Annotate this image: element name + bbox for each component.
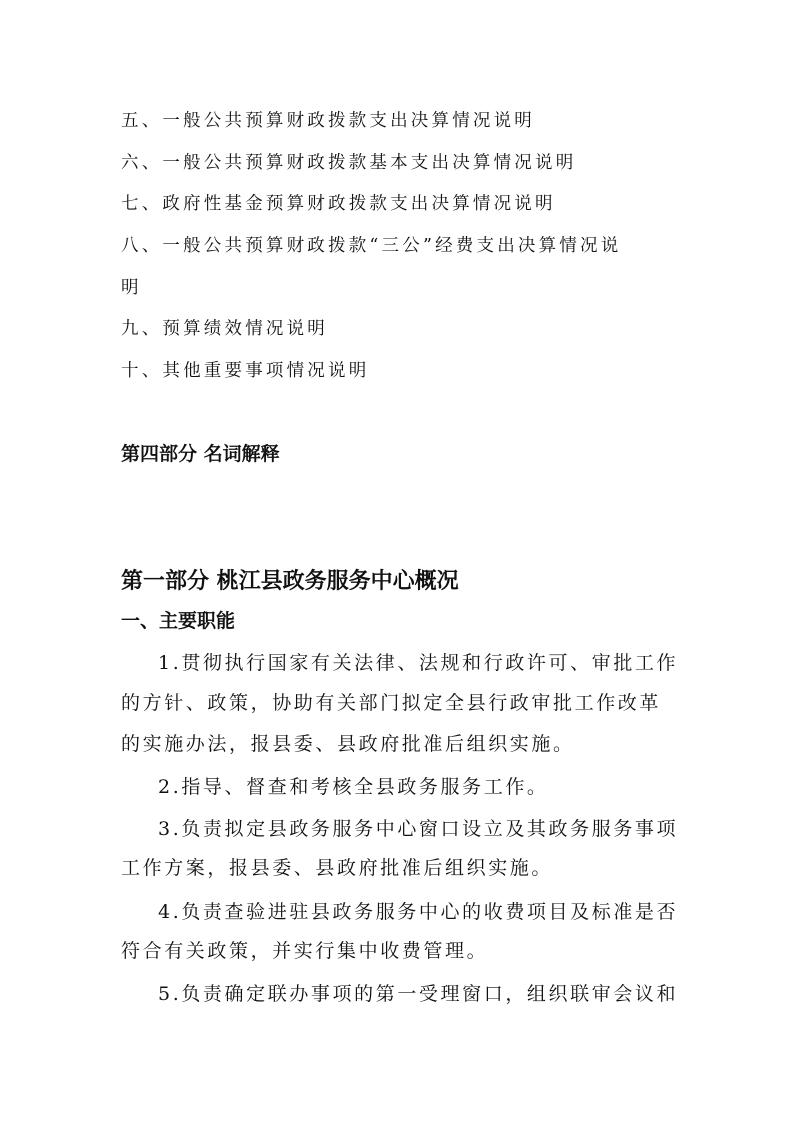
paragraph-line: 1.贯彻执行国家有关法律、法规和行政许可、审批工作 [158, 652, 679, 674]
paragraph-line: 2.指导、督查和考核全县政务服务工作。 [158, 776, 549, 798]
toc-item-6[interactable]: 六、一般公共预算财政拨款基本支出决算情况说明 [121, 153, 577, 173]
toc-item-9[interactable]: 九、预算绩效情况说明 [121, 319, 328, 339]
toc-item-8[interactable]: 八、一般公共预算财政拨款“三公”经费支出决算情况说 [121, 236, 622, 256]
paragraph-line: 的方针、政策，协助有关部门拟定全县行政审批工作改革 [121, 692, 662, 714]
paragraph-line: 工作方案，报县委、县政府批准后组织实施。 [121, 857, 554, 879]
paragraph-line: 4.负责查验进驻县政务服务中心的收费项目及标准是否 [158, 901, 679, 923]
toc-item-8-continuation[interactable]: 明 [121, 278, 142, 298]
paragraph-line: 3.负责拟定县政务服务中心窗口设立及其政务服务事项 [158, 818, 679, 840]
toc-item-10[interactable]: 十、其他重要事项情况说明 [121, 361, 370, 381]
toc-item-7[interactable]: 七、政府性基金预算财政拨款支出决算情况说明 [121, 194, 556, 214]
part4-heading: 第四部分 名词解释 [121, 443, 280, 465]
part1-title: 第一部分 桃江县政务服务中心概况 [121, 569, 459, 594]
section-heading-main-functions: 一、主要职能 [121, 610, 236, 632]
paragraph-line: 的实施办法，报县委、县政府批准后组织实施。 [121, 733, 575, 755]
toc-item-5[interactable]: 五、一般公共预算财政拨款支出决算情况说明 [121, 111, 535, 131]
paragraph-line: 符合有关政策，并实行集中收费管理。 [121, 940, 489, 962]
paragraph-line: 5.负责确定联办事项的第一受理窗口，组织联审会议和 [158, 983, 679, 1005]
